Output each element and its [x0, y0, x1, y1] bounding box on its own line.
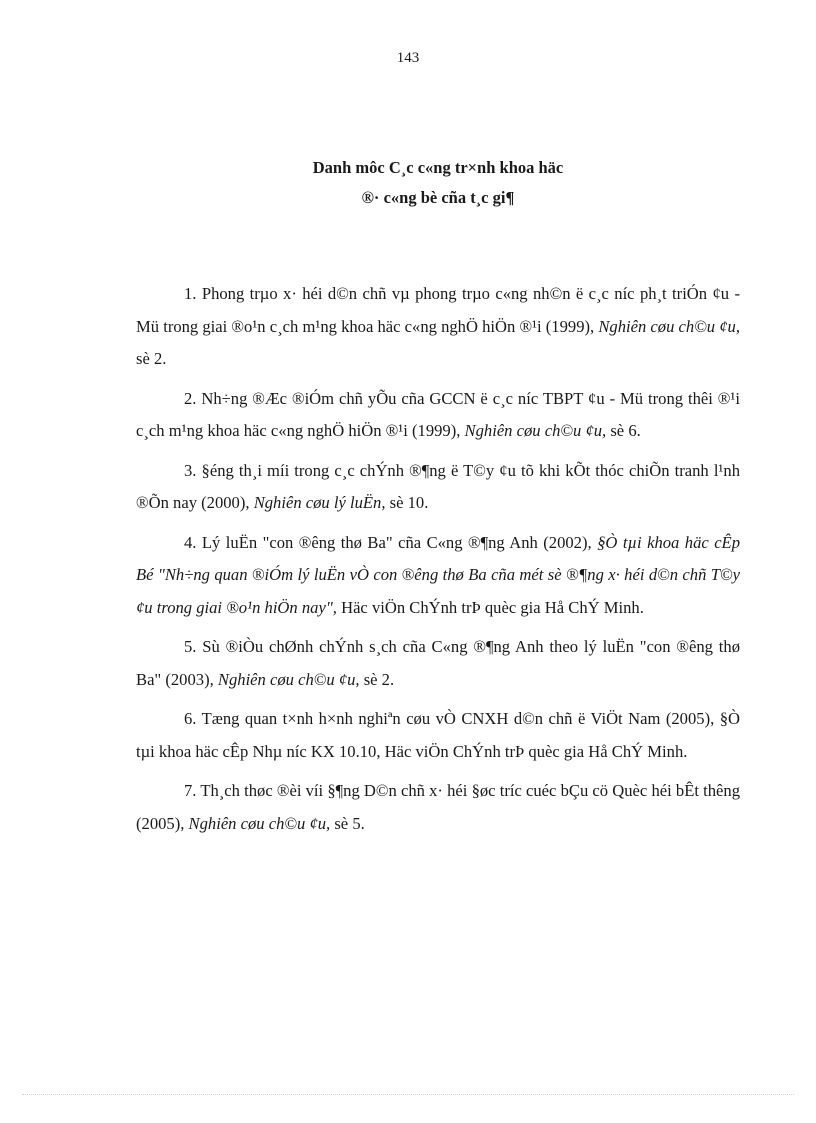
reference-item: [136, 775, 740, 840]
reference-item: [136, 455, 740, 520]
page-title: [136, 153, 740, 213]
reference-source: Nghiên cøu ch©u ¢u,: [464, 421, 607, 440]
reference-item: [136, 278, 740, 376]
reference-source: §Ò tµi khoa häc cÊp Bé "Nh÷ng quan ®iÓm lý luËn vÒ con ®êng thø Ba cña mét sè ®¶ng x· héi d©n chñ T©y ¢u trong giai ®o¹n hiÖn nay",: [136, 532, 740, 617]
reference-source: Nghiên cøu ch©u ¢u,: [598, 316, 740, 336]
reference-text: 5. Sù ®iÒu chØnh chÝnh s¸ch cña C«ng ®¶ng Anh theo lý luËn "con ®êng thø Ba" (2003),: [136, 637, 740, 689]
reference-text: 1. Phong trµo x· héi d©n chñ vµ phong trµo c«ng nh©n ë c¸c níc ph¸t triÓn ¢u - Mü trong giai ®o¹n c¸ch m¹ng khoa häc c«ng nghÖ hiÖn ®¹i (1999),: [136, 284, 740, 336]
title-line-1: Danh môc C¸c c«ng tr×nh khoa häc: [312, 158, 564, 177]
reference-text: 7. Th¸ch thøc ®èi víi §¶ng D©n chñ x· héi §øc tríc cuéc bÇu cö Quèc héi bÊt thêng (2005),: [136, 781, 740, 833]
title-line-2: ®· c«ng bè cña t¸c gi¶: [361, 188, 515, 207]
reference-item: [136, 527, 740, 625]
page-number: 143: [396, 50, 420, 66]
reference-issue: sè 2.: [136, 349, 167, 368]
reference-item: [136, 703, 740, 768]
reference-text: 6. Tæng quan t×nh h×nh nghiªn cøu vÒ CNXH d©n chñ ë ViÖt Nam (2005), §Ò tµi khoa häc cÊp Nhµ níc KX 10.10, Häc viÖn ChÝnh trÞ quèc gia Hå ChÝ Minh.: [136, 709, 740, 761]
reference-source: Nghiên cøu lý luËn,: [253, 493, 386, 512]
reference-text: 4. Lý luËn "con ®êng thø Ba" cña C«ng ®¶ng Anh (2002),: [184, 532, 598, 552]
reference-text: 3. §éng th¸i míi trong c¸c chÝnh ®¶ng ë T©y ¢u tõ khi kÕt thóc chiÕn tranh l¹nh ®Õn nay (2000),: [136, 460, 740, 512]
reference-issue: sè 2.: [359, 669, 395, 689]
reference-source: Nghiên cøu ch©u ¢u,: [188, 813, 331, 833]
reference-item: [136, 383, 740, 448]
reference-text: 2. Nh÷ng ®Æc ®iÓm chñ yÕu cña GCCN ë c¸c níc TBPT ¢u - Mü trong thêi ®¹i c¸ch m¹ng khoa häc c«ng nghÖ hiÖn ®¹i (1999),: [136, 388, 740, 440]
reference-issue: sè 10.: [385, 493, 429, 512]
reference-issue: Häc viÖn ChÝnh trÞ quèc gia Hå ChÝ Minh.: [336, 597, 644, 617]
page-bottom-rule: [22, 1094, 794, 1095]
reference-issue: sè 5.: [330, 813, 365, 833]
reference-list: [136, 278, 740, 847]
reference-item: [136, 631, 740, 696]
reference-issue: sè 6.: [606, 421, 641, 440]
reference-source: Nghiên cøu ch©u ¢u,: [217, 669, 360, 689]
